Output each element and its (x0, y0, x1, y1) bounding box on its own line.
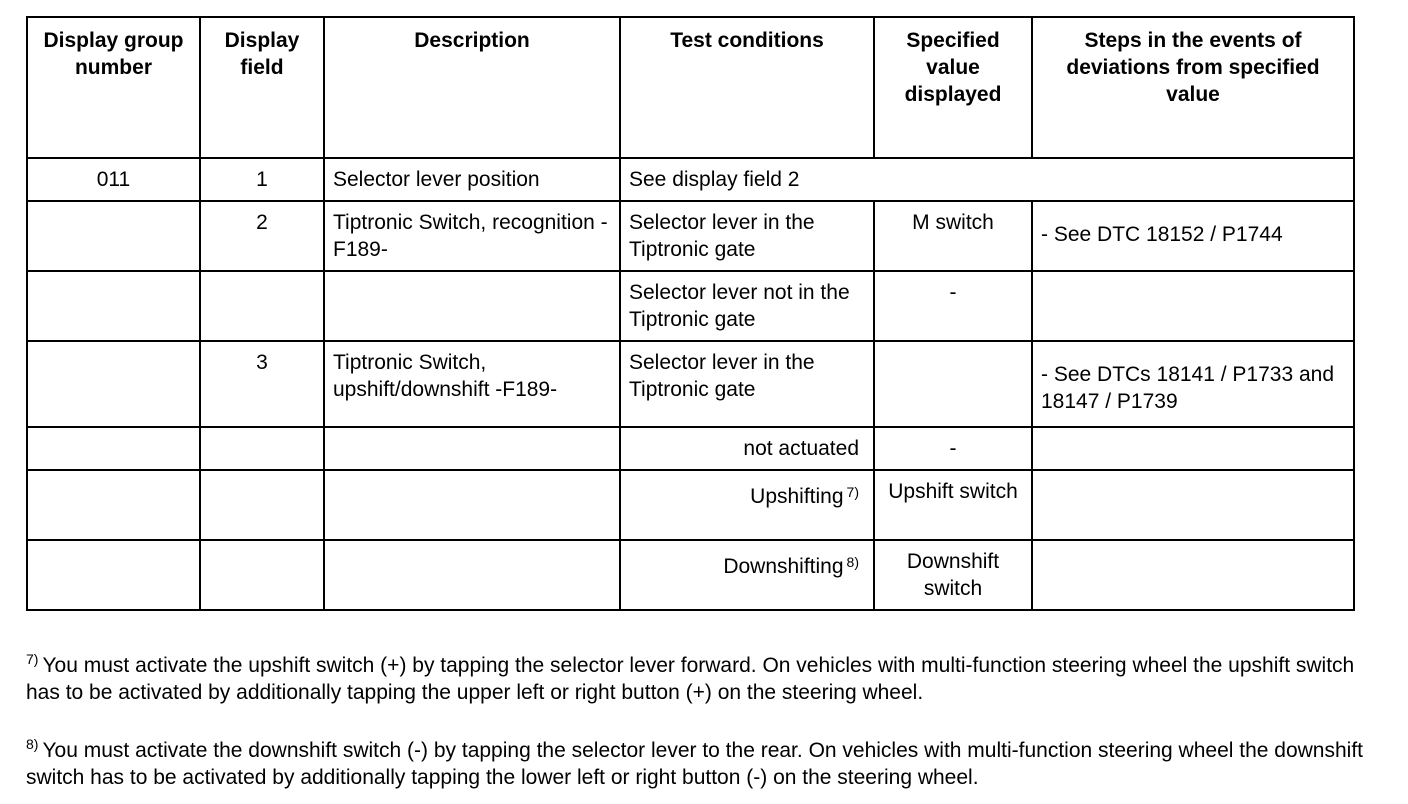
header-display-group: Display group number (27, 17, 200, 158)
cell-spec: - (874, 271, 1032, 341)
header-spec-line1: Specified (906, 29, 1000, 52)
cell-conditions (620, 470, 874, 540)
cell-field (200, 470, 324, 540)
cell-field: 1 (200, 158, 324, 201)
table-row (27, 158, 1354, 201)
header-description: Description (324, 17, 620, 158)
conditions-text: Downshifting (723, 555, 844, 578)
footnote-8 (26, 737, 1366, 791)
footnote-ref: 7) (846, 484, 859, 500)
cell-spec (874, 341, 1032, 427)
cell-spec: - (874, 427, 1032, 470)
cell-steps (1032, 540, 1354, 610)
cell-field: 3 (200, 341, 324, 427)
footnote-ref: 8) (846, 554, 859, 570)
cell-description (324, 427, 620, 470)
cell-description (324, 470, 620, 540)
header-display-field: Display field (200, 17, 324, 158)
cell-description (324, 271, 620, 341)
cell-description: Tiptronic Switch, upshift/downshift -F189- (324, 341, 620, 427)
cell-steps (1032, 271, 1354, 341)
cell-steps: - See DTC 18152 / P1744 (1032, 201, 1354, 271)
table-row (27, 271, 1354, 341)
cell-description: Selector lever position (324, 158, 620, 201)
footnote-text: You must activate the upshift switch (+) by tapping the selector lever forward. On vehicles with multi-function steering wheel the upshift switch has to be activated by additionally tapping the upper left or right button (+) on the steering wheel. (26, 654, 1355, 704)
cell-conditions: Selector lever in the Tiptronic gate (620, 201, 874, 271)
table-row (27, 201, 1354, 271)
cell-group (27, 427, 200, 470)
cell-conditions: Selector lever in the Tiptronic gate (620, 341, 874, 427)
footnote-text: You must activate the downshift switch (-) by tapping the selector lever to the rear. On vehicles with multi-function steering wheel the downshift switch has to be activated by additionally tapping the lower left or right button (-) on the steering wheel. (26, 739, 1364, 789)
diagnostic-table (26, 16, 1355, 611)
conditions-text: Upshifting (750, 485, 844, 508)
cell-field (200, 540, 324, 610)
table-row (27, 540, 1354, 610)
footnote-marker: 8) (26, 736, 39, 752)
cell-spec: Downshift switch (874, 540, 1032, 610)
cell-description: Tiptronic Switch, recognition -F189- (324, 201, 620, 271)
cell-field: 2 (200, 201, 324, 271)
cell-spec: M switch (874, 201, 1032, 271)
header-specified-value (874, 17, 1032, 158)
header-row (27, 17, 1354, 158)
cell-steps (1032, 470, 1354, 540)
cell-steps (1032, 427, 1354, 470)
header-spec-line3: displayed (904, 83, 1002, 106)
cell-group (27, 271, 200, 341)
table-row (27, 470, 1354, 540)
cell-field (200, 271, 324, 341)
cell-conditions: not actuated (620, 427, 874, 470)
cell-group (27, 201, 200, 271)
header-steps: Steps in the events of deviations from specified value (1032, 17, 1354, 158)
footnote-7 (26, 652, 1366, 706)
table-row (27, 341, 1354, 427)
header-spec-line2: value (926, 56, 980, 79)
cell-group (27, 341, 200, 427)
cell-group (27, 540, 200, 610)
cell-spec: Upshift switch (874, 470, 1032, 540)
cell-group (27, 470, 200, 540)
cell-field (200, 427, 324, 470)
table-row (27, 427, 1354, 470)
cell-description (324, 540, 620, 610)
cell-conditions: Selector lever not in the Tiptronic gate (620, 271, 874, 341)
cell-group: 011 (27, 158, 200, 201)
cell-conditions: See display field 2 (620, 158, 1354, 201)
header-test-conditions: Test conditions (620, 17, 874, 158)
cell-steps: - See DTCs 18141 / P1733 and 18147 / P1739 (1032, 341, 1354, 427)
cell-conditions (620, 540, 874, 610)
footnote-marker: 7) (26, 651, 39, 667)
